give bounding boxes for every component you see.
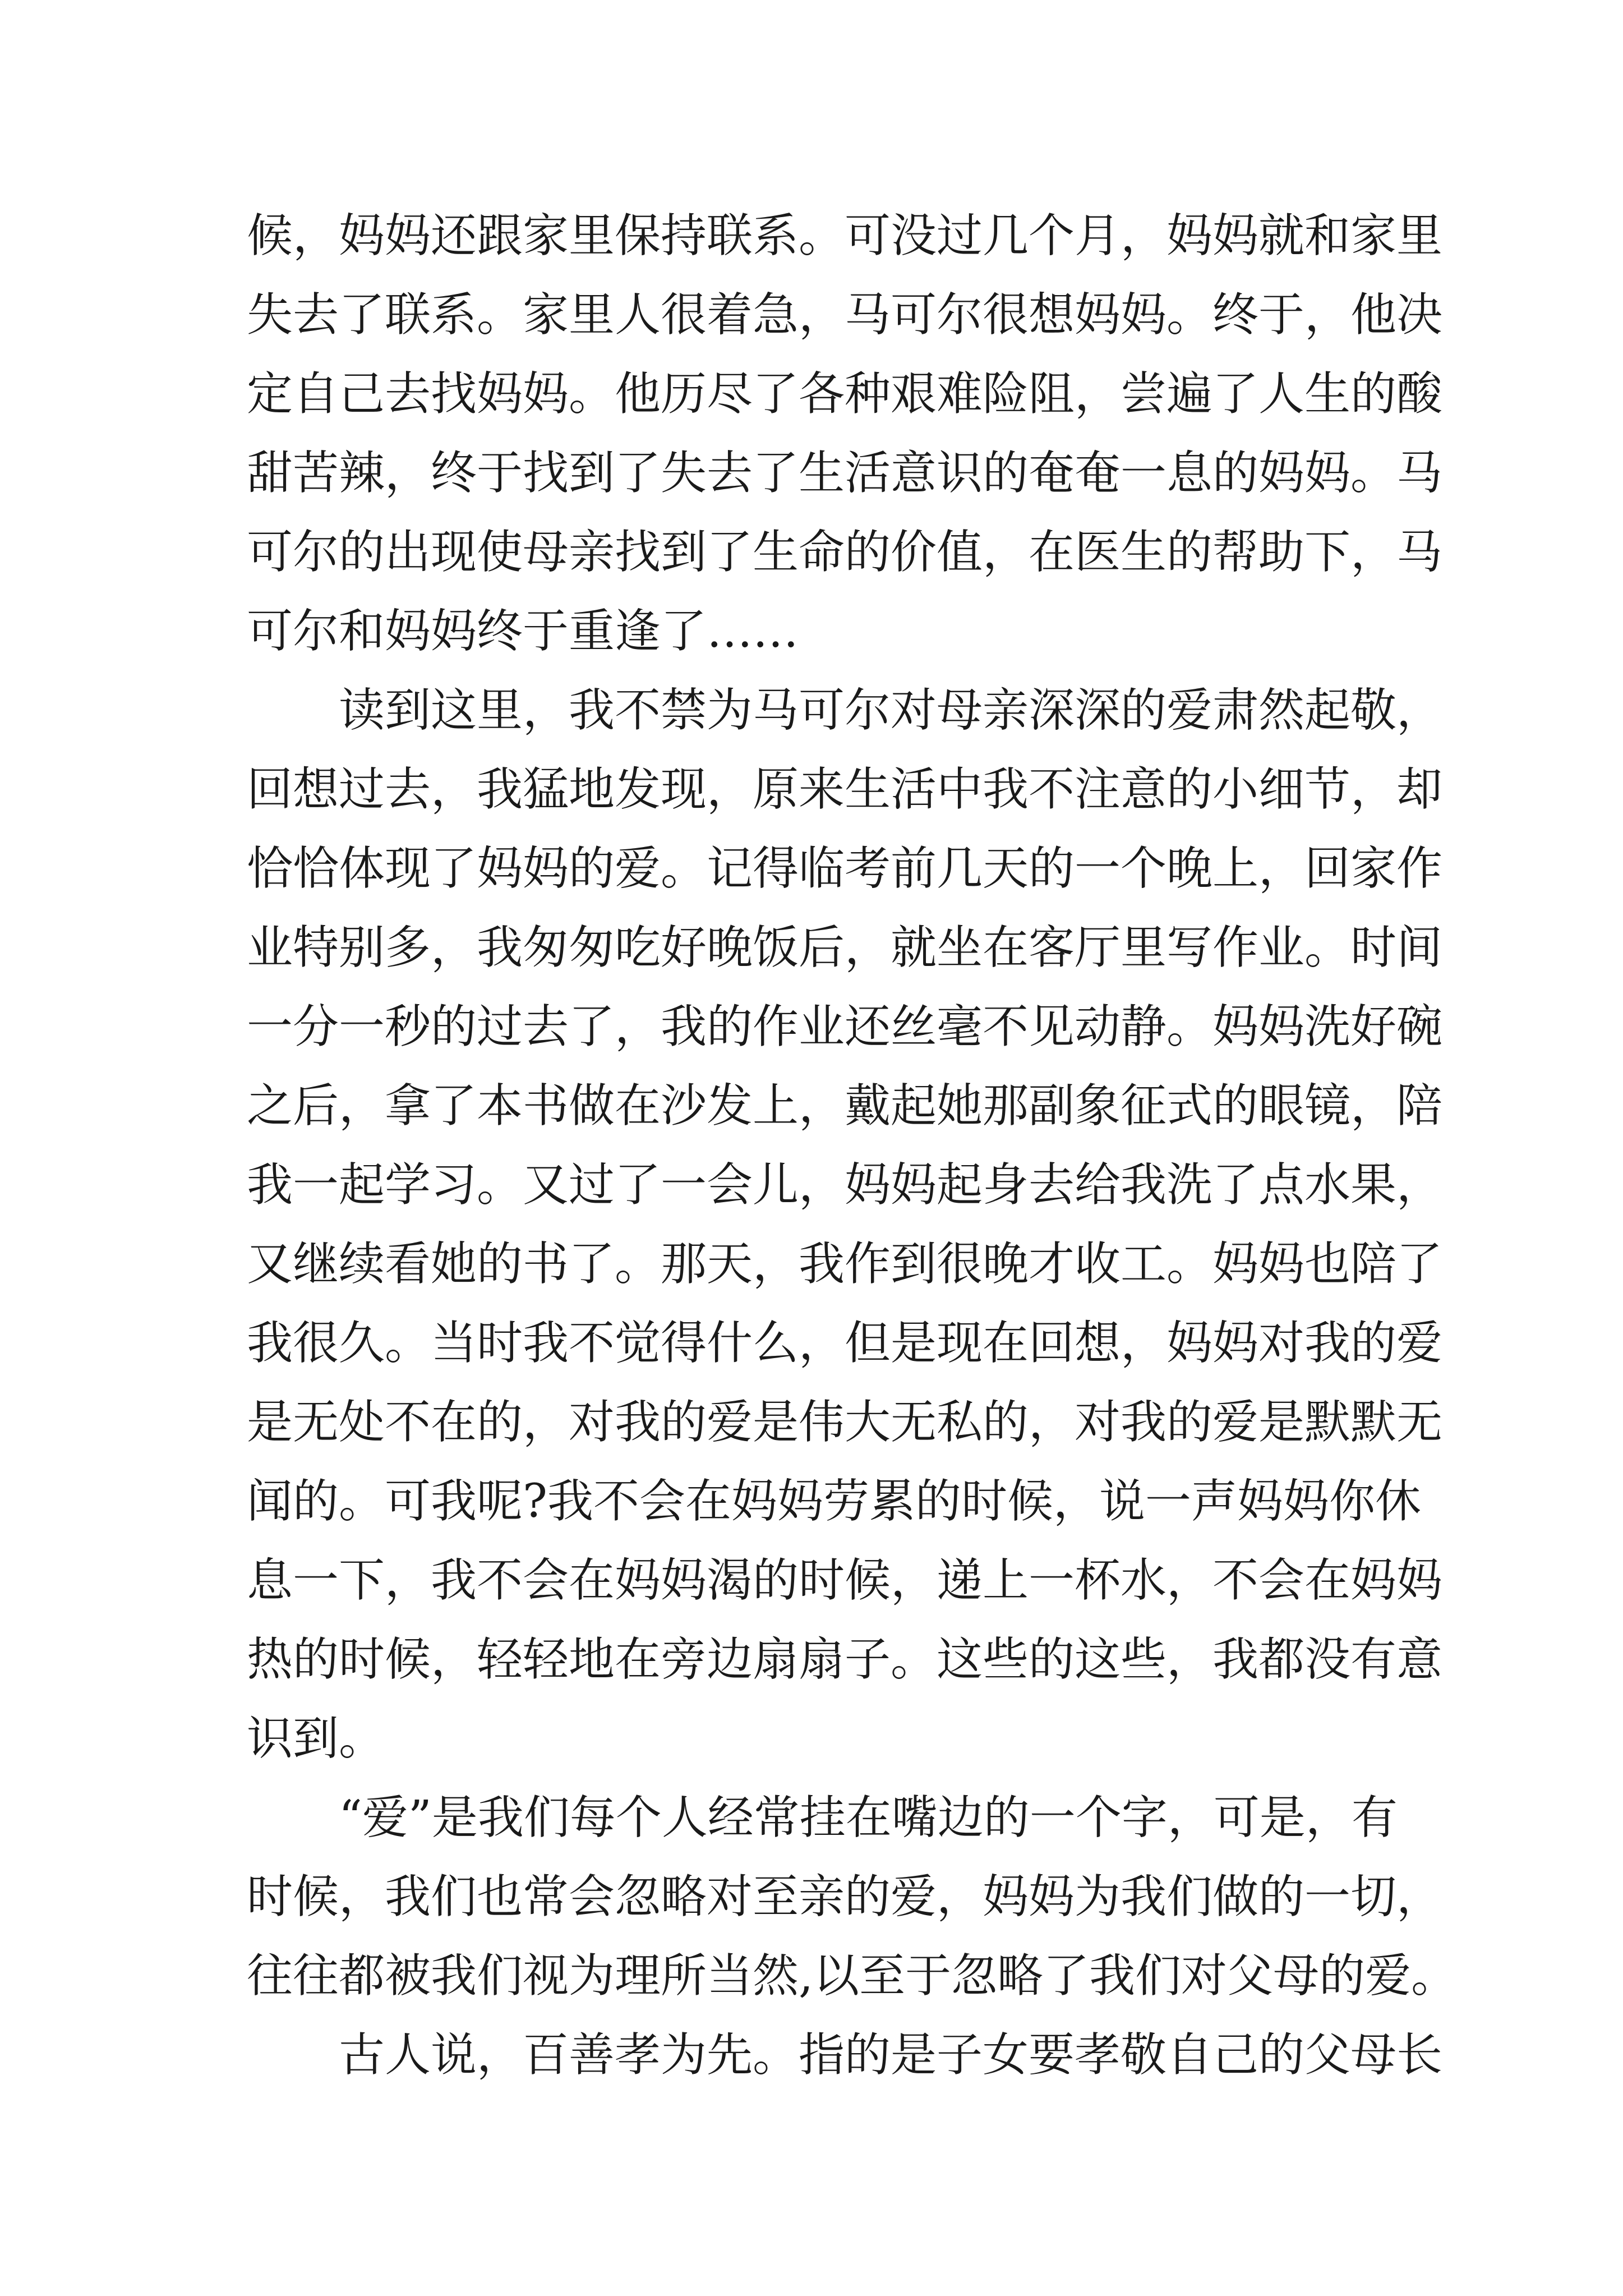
- text-line: 一分一秒的过去了，我的作业还丝毫不见动静。妈妈洗好碗: [247, 1000, 1443, 1053]
- text-line: 息一下，我不会在妈妈渴的时候，递上一杯水，不会在妈妈: [247, 1554, 1443, 1607]
- paragraph-1: [247, 196, 1443, 671]
- text-line: 往往都被我们视为理所当然,以至于忽略了我们对父母的爱。: [247, 1949, 1458, 2003]
- text-line: 失去了联系。家里人很着急，马可尔很想妈妈。终于，他决: [247, 288, 1443, 342]
- text-line: 可尔的出现使母亲找到了生命的价值，在医生的帮助下，马: [247, 526, 1443, 579]
- text-line: 读到这里，我不禁为马可尔对母亲深深的爱肃然起敬，: [339, 684, 1443, 737]
- paragraph-3: [247, 1778, 1458, 2016]
- body-text: [247, 196, 1458, 2095]
- text-line: 恰恰体现了妈妈的爱。记得临考前几天的一个晚上，回家作: [247, 842, 1443, 895]
- text-line: “爱”是我们每个人经常挂在嘴边的一个字，可是，有: [339, 1791, 1398, 1844]
- text-line: 识到。: [247, 1712, 385, 1765]
- text-line: 回想过去，我猛地发现，原来生活中我不注意的小细节，却: [247, 763, 1443, 816]
- text-line: 又继续看她的书了。那天，我作到很晚才收工。妈妈也陪了: [247, 1237, 1443, 1291]
- text-line: 之后，拿了本书做在沙发上，戴起她那副象征式的眼镜，陪: [247, 1079, 1443, 1133]
- text-line: 甜苦辣，终于找到了失去了生活意识的奄奄一息的妈妈。马: [247, 447, 1443, 500]
- text-line: 定自己去找妈妈。他历尽了各种艰难险阻，尝遍了人生的酸: [247, 367, 1443, 421]
- text-line: 我很久。当时我不觉得什么，但是现在回想，妈妈对我的爱: [247, 1317, 1443, 1370]
- paragraph-4: [247, 2016, 1443, 2095]
- text-line: 闻的。可我呢?我不会在妈妈劳累的时候，说一声妈妈你休: [247, 1475, 1421, 1528]
- text-line: 我一起学习。又过了一会儿，妈妈起身去给我洗了点水果，: [247, 1158, 1443, 1212]
- text-line: 热的时候，轻轻地在旁边扇扇子。这些的这些，我都没有意: [247, 1633, 1443, 1686]
- text-line: 是无处不在的，对我的爱是伟大无私的，对我的爱是默默无: [247, 1396, 1443, 1449]
- text-line: 时候，我们也常会忽略对至亲的爱，妈妈为我们做的一切，: [247, 1870, 1443, 1924]
- text-line: 业特别多，我匆匆吃好晚饭后，就坐在客厅里写作业。时间: [247, 921, 1443, 974]
- text-line: 候，妈妈还跟家里保持联系。可没过几个月，妈妈就和家里: [247, 209, 1443, 263]
- text-line: 可尔和妈妈终于重逢了……: [247, 605, 799, 658]
- text-line: 古人说，百善孝为先。指的是子女要孝敬自己的父母长: [339, 2028, 1443, 2082]
- paragraph-2: [247, 671, 1443, 1778]
